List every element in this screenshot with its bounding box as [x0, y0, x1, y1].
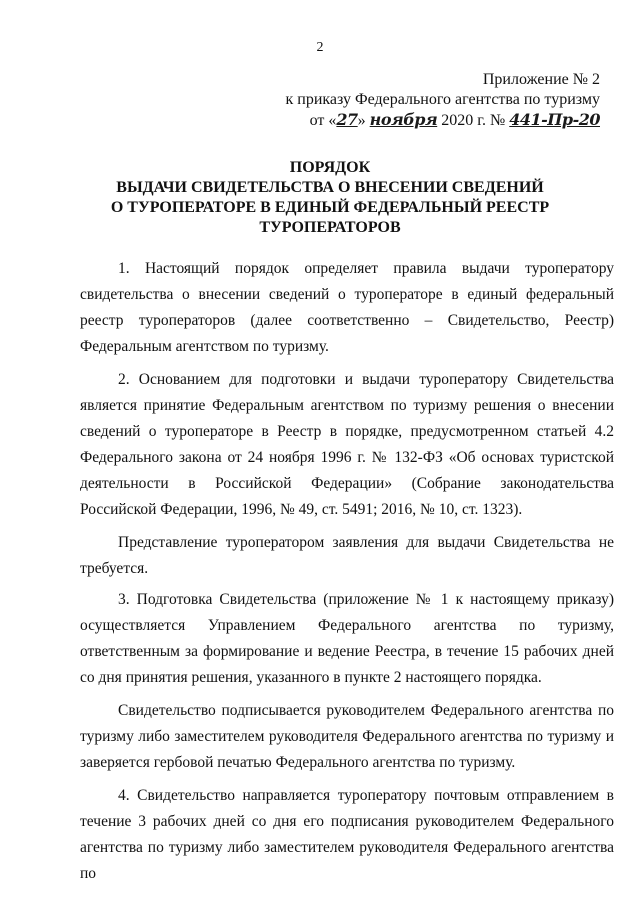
- appendix-order-reference: к приказу Федерального агентства по туризму: [285, 91, 600, 108]
- title-line-2: ВЫДАЧИ СВИДЕТЕЛЬСТВА О ВНЕСЕНИИ СВЕДЕНИЙ: [116, 179, 544, 196]
- appendix-title: Приложение № 2: [482, 71, 600, 88]
- title-line-4: ТУРОПЕРАТОРОВ: [259, 219, 401, 236]
- document-body: [80, 256, 614, 894]
- date-mid: »: [357, 112, 370, 129]
- paragraph-4: 3. Подготовка Свидетельства (приложение № 1 к настоящему приказу) осуществляется Управлением Федерального агентства по туризму, ответственным за формирование и ведение Реестра, в течение 15 рабочих дней со дня принятия решения, указанного в пункте 2 настоящего порядка.: [80, 591, 614, 686]
- page-number: 2: [316, 40, 324, 55]
- date-year: 2020 г. №: [437, 112, 510, 129]
- title-line-1: ПОРЯДОК: [289, 159, 371, 176]
- paragraph-3: Представление туроператором заявления для выдачи Свидетельства не требуется.: [80, 534, 614, 577]
- appendix-header: [260, 70, 600, 131]
- paragraph-2: 2. Основанием для подготовки и выдачи туроператору Свидетельства является принятие Федеральным агентством по туризму решения о внесении сведений о туроператоре в Реестр в порядке, предусмотренном статьей 4.2 Федерального закона от 24 ноября 1996 г. № 132-ФЗ «Об основах туристской деятельности в Российской Федерации» (Собрание законодательства Российской Федерации, 1996, № 49, ст. 5491; 2016, № 10, ст. 1323).: [80, 371, 614, 518]
- handwritten-month: ноября: [369, 110, 438, 129]
- paragraph-1: 1. Настоящий порядок определяет правила выдачи туроператору свидетельства о внесении сведений о туроператоре в единый федеральный реестр туроператоров (далее соответственно – Свидетельство, Реестр) Федеральным агентством по туризму.: [80, 260, 614, 355]
- handwritten-day: 27: [336, 110, 358, 129]
- paragraph-6: 4. Свидетельство направляется туроператору почтовым отправлением в течение 3 рабочих дней со дня его подписания руководителем Федерального агентства по туризму либо заместителем руководителя Федерального агентства по: [80, 787, 614, 882]
- paragraph-5: Свидетельство подписывается руководителем Федерального агентства по туризму либо заместителем руководителя Федерального агентства по туризму и заверяется гербовой печатью Федерального агентства по туризму.: [80, 702, 614, 771]
- appendix-date-line: [260, 110, 600, 131]
- document-title: [60, 158, 600, 238]
- handwritten-order-number: 441-Пр-20: [509, 110, 600, 129]
- date-prefix: от «: [309, 112, 337, 129]
- title-line-3: О ТУРОПЕРАТОРЕ В ЕДИНЫЙ ФЕДЕРАЛЬНЫЙ РЕЕСТР: [110, 199, 550, 216]
